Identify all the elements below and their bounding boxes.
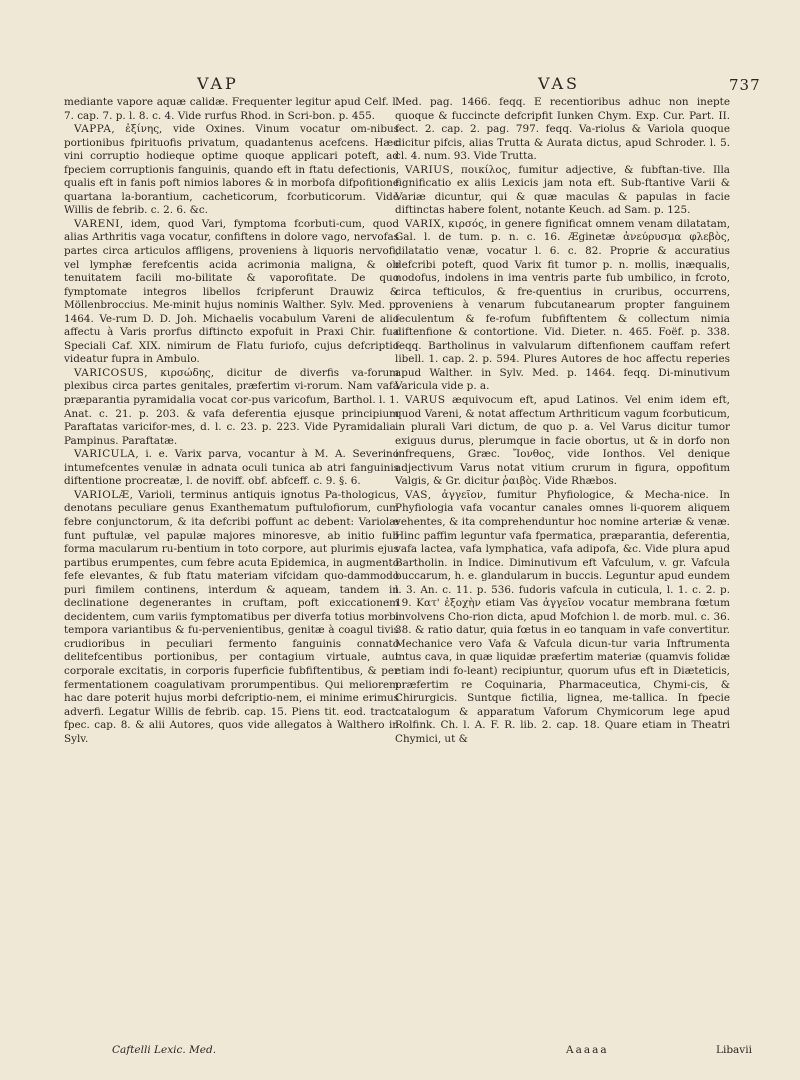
entry-headword: VARICULA [74,448,136,461]
dictionary-entry [395,218,730,394]
catchword-left: Caftelli Lexic. Med. [112,1044,217,1056]
entry-headword: VAS [405,488,428,501]
dictionary-entry [64,367,399,448]
entry-text: , Varioli, terminus antiquis ignotus Pa-thologicus, denotans peculiare genus Exanthematum puftulofiorum, cum febre conjunctorum, & ita defcribi poffunt ac debent: Variolæ funt puftulæ, vel papulæ majores minoresve, ab initio fub forma macularum ru-bentium in toto corpore, aut plurimis ejus partibus erumpentes, cum febre acuta Epidemica, in augmento fefe elevantes, & fub ftatu materiam vifcidam quo-dammodo puri fimilem continens, interdum & aqueam, tandem in declinatione degenerantes in cruftam, poft exiccationem decidentem, cum variis fymptomatibus per diverfa totius morbi tempora variantibus & fu-pervenientibus, genitæ à coagul tivis crudioribus in peculiari fermento fanguinis connato delitefcentibus portionibus, per contagium virtuale, aut corporale excitatis, in corporis fuperficie fubfiftentibus, & per fermentationem coagulativam prorumpentibus. Qui meliorem hac dare poterit hujus morbi defcriptio-nem, ei minime erimus adverfi. Legatur Willis de febrib. cap. 15. Piens tit. eod. tract. fpec. cap. 8. & alii Autores, quos vide allegatos à Walthero in Sylv. [64,488,399,745]
entry-headword: VARUS [405,394,446,407]
entry-headword: VARIOLÆ [74,488,130,501]
entry-text: , ἐξίνης, vide Oxines. Vinum vocatur om-nibus portionibus fpirituofis privatum, quadantenus acefcens. Hæc vini corruptio hodieque optime quoque applicari poteft, ad fpeciem corruptionis fanguinis, quando eft in ftatu defectionis, qualis eft in fanis poft nimios labores & in morbofa difpofitione quartana la-borantium, cacheticorum, fcorbuticorum. Vide Willis de febrib. c. 2. 6. &c. [64,123,399,217]
right-column [395,96,730,746]
entry-text: mediante vapore aquæ calidæ. Frequenter legitur apud Celf. l. 7. cap. 7. p. l. 8. c. 4. Vide rurfus Rhod. in Scri-bon. p. 455. [64,96,399,122]
entry-text: , idem, quod Vari, fymptoma fcorbuti-cum, quod alias Arthritis vaga vocatur, confiftens in dolore vago, nervofas partes circa articulos affligens, proveniens à liquoris nervofi, vel lymphæ ferefcentis acida acrimonia maligna, & ob tenuitatem facili mo-bilitate & vaporofitate. De quo fymptomate integros libellos fcripferunt Drauwiz & Möllenbroccius. Me-minit hujus nominis Walther. Sylv. Med. p. 1464. Ve-rum D. D. Joh. Michaelis vocabulum Vareni de alio affectu à Varis prorfus diftincto expofuit in Praxi Chir. fua Speciali Caf. XIX. nimirum de Flatu furiofo, cujus defcriptio videatur fupra in Ambulo. [64,217,399,366]
entry-text: Med. pag. 1466. feqq. E recentioribus adhuc non inepte quoque & fuccincte defcripfit Iunken Chym. Exp. Cur. Part. II. fect. 2. cap. 2. pag. 797. feqq. Va-riolus & Variola quoque dicitur pifcis, alias Trutta & Aurata dictus, apud Schroder. l. 5. cl. 4. num. 93. Vide Trutta. [395,96,730,163]
dictionary-entry [64,448,399,489]
signature-mark: Aaaaa [566,1044,609,1056]
header-center-word: VAS [538,74,580,93]
dictionary-entry [395,164,730,218]
entry-text: , κιρσώδης, dicitur de diverfis va-forum plexibus circa partes genitales, præfertim vi-rorum. Nam vafa præparantia pyramidalia vocat cor-pus varicofum, Barthol. l. 1. Anat. c. 21. p. 203. & vafa deferentia ejusque principium Paraftatas varicifor-mes, d. l. c. 23. p. 223. Vide Pyramidalia. Pampinus. Paraftatæ. [64,366,399,447]
entry-headword: VARENI [74,217,120,230]
dictionary-entry [64,96,399,123]
entry-text: , ἀγγεῖον, fumitur Phyfiologice, & Mecha-nice. In Phyfiologia vafa vocantur canales omnes li-quorem aliquem vehentes, & ita comprehenduntur hoc nomine arteriæ & venæ. Hinc paffim leguntur vafa fpermatica, præparantia, deferentia, vafa lactea, vafa lymphatica, vafa adipofa, &c. Vide plura apud Bartholin. in Indice. Diminutivum eft Vafculum, v. gr. Vafcula buccarum, h. e. glandularum in buccis. Leguntur apud eundem l. 3. An. c. 11. p. 536. fudoris vafcula in cuticula, l. 1. c. 2. p. 19. Κατ' ἐξοχὴν etiam Vas ἀγγεῖον vocatur membrana fœtum involvens Cho-rion dicta, apud Mofchion l. de morb. mul. c. 36. 38. & ratio datur, quia fœtus in eo tanquam in vafe convertitur. Mechanice vero Vafa & Vafcula dicun-tur varia Inftrumenta intus cava, in quæ liquidæ præfertim materiæ (quamvis folidæ etiam indi fo-leant) recipiuntur, quorum ufus eft in Diæteticis, præfertim re Coquinaria, Pharmaceutica, Chymi-cis, & Chirurgicis. Suntque fictilia, lignea, me-tallica. In fpecie catalogum & apparatum Vaforum Chymicorum lege apud Rolfink. Ch. l. A. F. R. lib. 2. cap. 18. Quare etiam in Theatri Chymici, ut & [395,488,730,745]
left-column [64,96,399,746]
dictionary-entry [64,218,399,367]
entry-text: æquivocum eft, apud Latinos. Vel enim idem eft, quod Vareni, & notat affectum Arthriticum vagum fcorbuticum, in plurali Vari dictum, de quo p. a. Vel Varus dicitur tumor exiguus durus, plerumque in facie obortus, ut & in dorfo non infrequens, Græc. Ἴονθος, vide Ionthos. Vel denique adjectivum Varus notat vitium crurum in figura, oppofitum Valgis, & Gr. dicitur ῥαιβὸς. Vide Rhæbos. [395,394,730,488]
dictionary-entry [395,96,730,164]
dictionary-entry [64,123,399,218]
entry-text: , ποικίλος, fumitur adjective, & fubftan-tive. Illa fignificatio ex aliis Lexicis jam nota eft. Sub-ftantive Varii & Variæ dicuntur, qui & quæ maculas & papulas in facie diftinctas habere folent, notante Keuch. ad Sam. p. 125. [395,163,730,217]
header-left-word: VAP [197,74,239,93]
entry-headword: VARIUS [405,163,451,176]
entry-headword: VAPPA [74,123,112,136]
dictionary-entry [64,489,399,746]
page-number: 737 [729,76,761,94]
dictionary-entry [395,394,730,489]
entry-headword: VARICOSUS [74,366,145,379]
dictionary-entry [395,489,730,746]
entry-headword: VARIX [405,217,442,230]
entry-text: , i. e. Varix parva, vocantur à M. A. Severino intumefcentes venulæ in adnata oculi tunica ab atri fanguinis diftentione procreatæ, l. de noviff. obf. abfceff. c. 9. §. 6. [64,448,399,488]
catchword-right: Libavii [716,1044,752,1056]
entry-text: , κιρσός, in genere fignificat omnem venam dilatatam, Gal. l. de tum. p. n. c. 16. Æginetæ ἀνεύρυσμα φλεβὸς, dilatatio venæ, vocatur l. 6. c. 82. Proprie & accuratius defcribi poteft, quod Varix fit tumor p. n. mollis, inæqualis, nodofus, indolens in ima ventris parte fub umbilico, in fcroto, circa tefticulos, & fre-quentius in cruribus, occurrens, proveniens à venarum fubcutanearum propter fanguinem feculentum & fe-rofum fubfiftentem & collectum nimia diftenfione & contortione. Vid. Dieter. n. 465. Foëf. p. 338. feqq. Bartholinus in valvularum diftenfionem cauffam refert libell. 1. cap. 2. p. 594. Plures Autores de hoc affectu reperies apud Walther. in Sylv. Med. p. 1464. feqq. Di-minutivum Varicula vide p. a. [395,217,730,393]
